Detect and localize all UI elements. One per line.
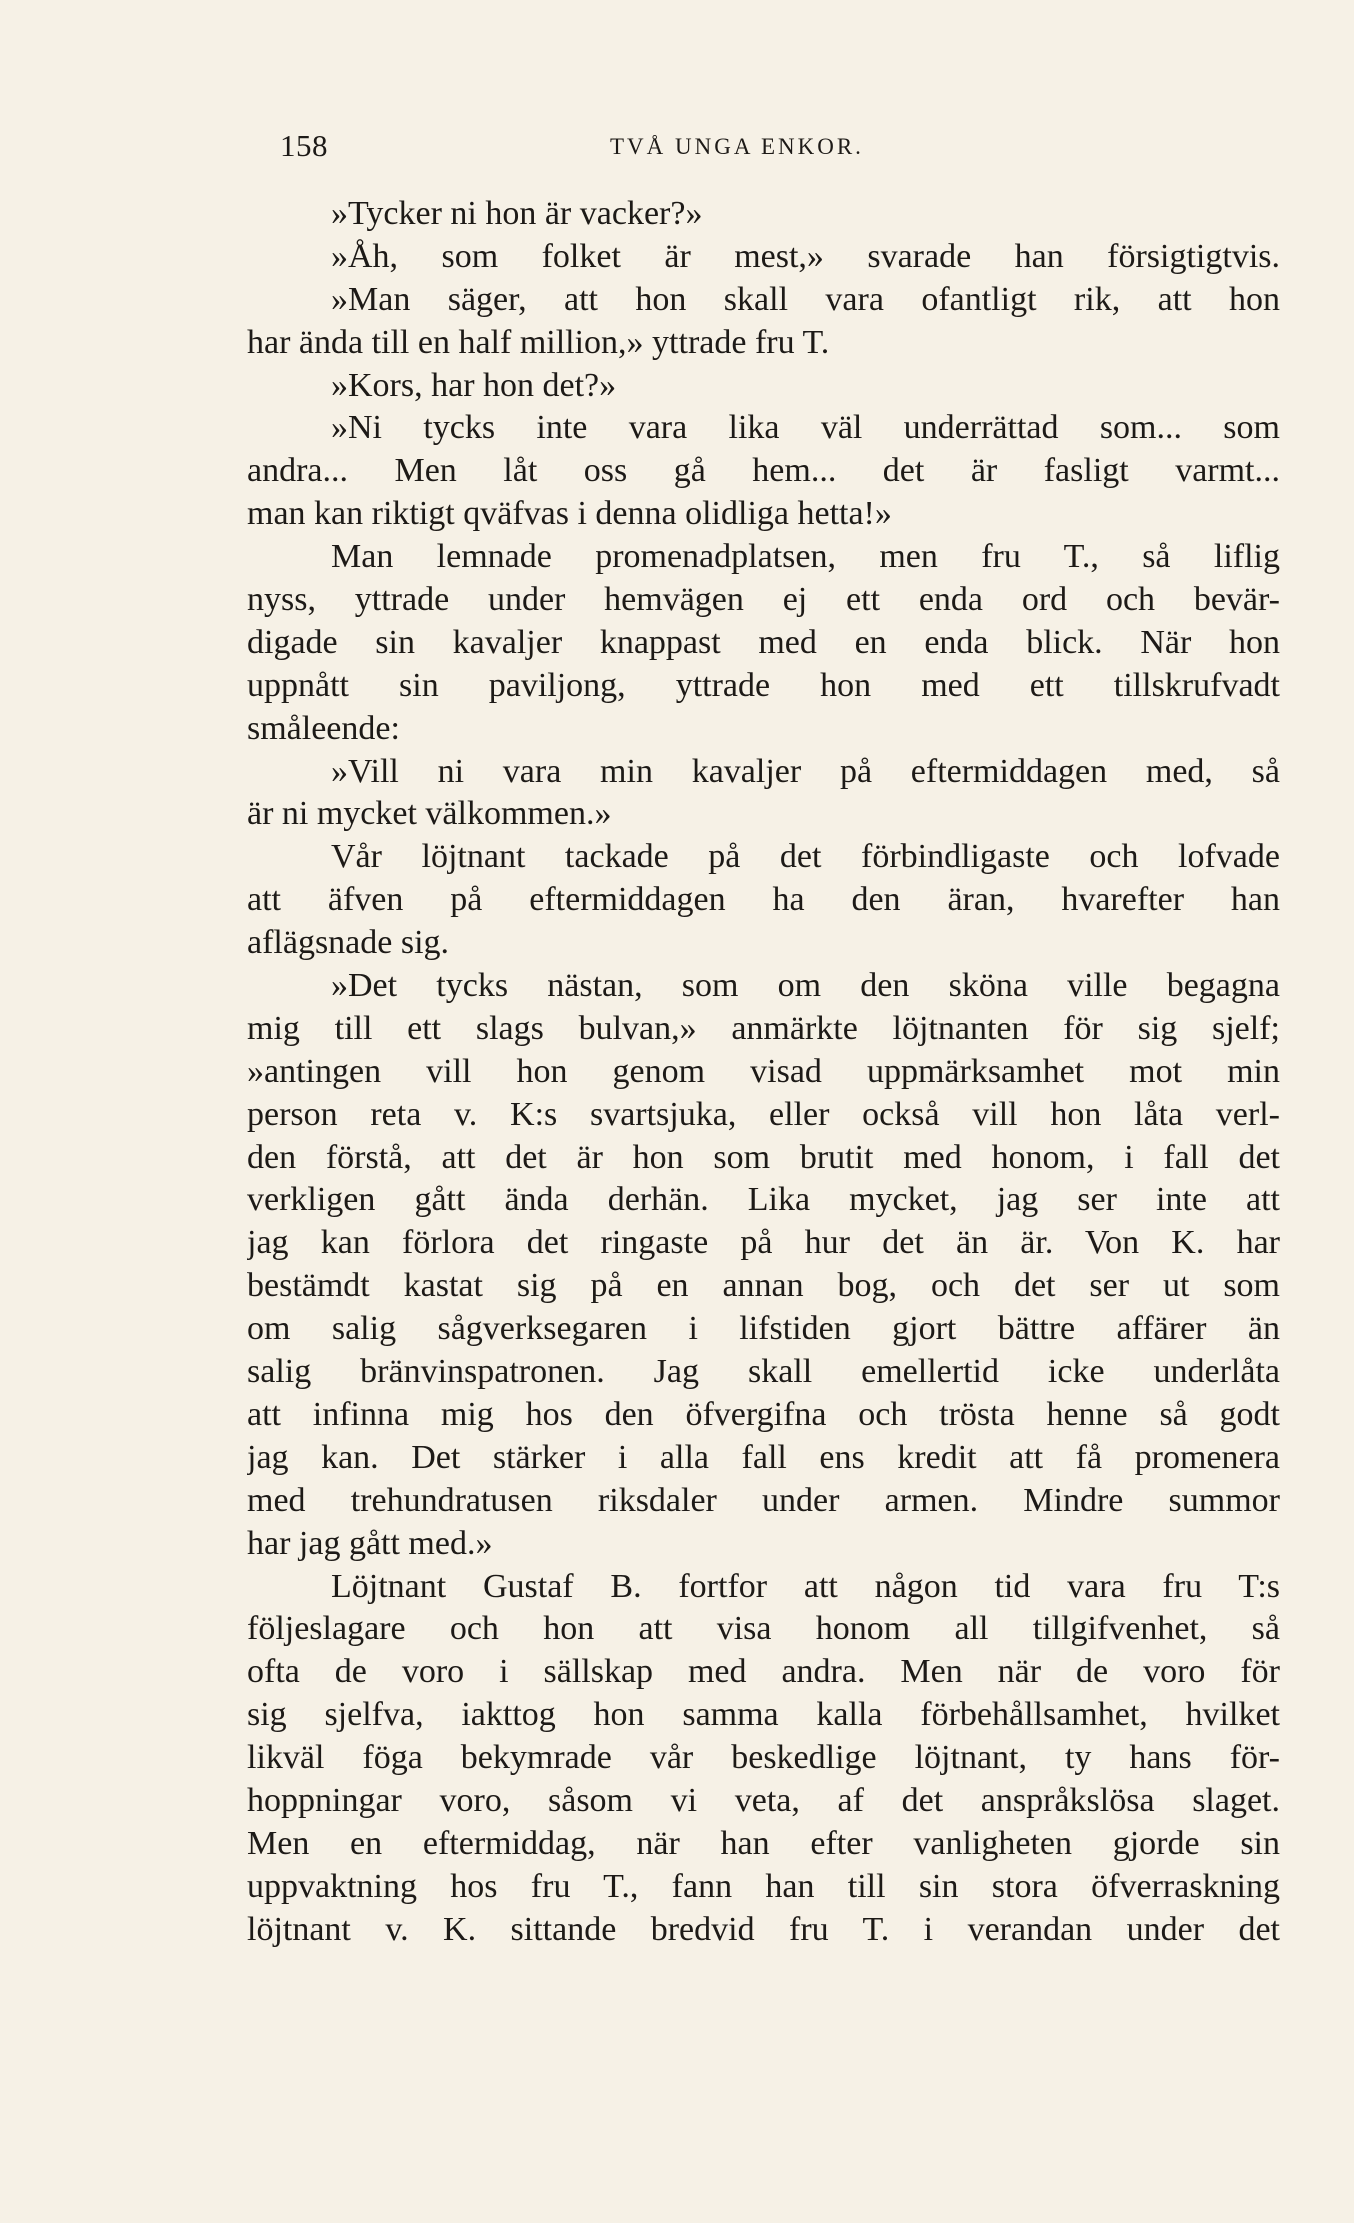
text-line: Man lemnade promenadplatsen, men fru T., så liflig (331, 538, 1280, 576)
text-line: att äfven på eftermiddagen ha den äran, hvarefter han (247, 881, 1280, 919)
text-line: nyss, yttrade under hemvägen ej ett enda ord och bevär- (247, 581, 1280, 619)
text-line: andra... Men låt oss gå hem... det är fasligt varmt... (247, 452, 1280, 490)
text-line: hoppningar voro, såsom vi veta, af det anspråkslösa slaget. (247, 1781, 1280, 1819)
text-line: jag kan förlora det ringaste på hur det än är. Von K. har (247, 1224, 1280, 1262)
running-head: TVÅ UNGA ENKOR. (610, 134, 864, 159)
text-line: aflägsnade sig. (247, 924, 450, 962)
text-line: att infinna mig hos den öfvergifna och trösta henne så godt (247, 1395, 1280, 1433)
text-line: »antingen vill hon genom visad uppmärksamhet mot min (247, 1052, 1280, 1090)
text-line: den förstå, att det är hon som brutit med honom, i fall det (247, 1138, 1280, 1176)
text-line: salig bränvinspatronen. Jag skall emellertid icke underlåta (247, 1353, 1280, 1391)
page-number: 158 (280, 128, 328, 163)
text-line: »Vill ni vara min kavaljer på eftermiddagen med, så (331, 752, 1280, 790)
text-line: har ända till en half million,» yttrade fru T. (247, 323, 830, 361)
text-line: uppvaktning hos fru T., fann han till sin stora öfverraskning (247, 1867, 1280, 1905)
text-line: är ni mycket välkommen.» (247, 795, 612, 833)
text-line: Löjtnant Gustaf B. fortfor att någon tid vara fru T:s (331, 1567, 1280, 1605)
text-line: har jag gått med.» (247, 1524, 493, 1562)
text-line: »Ni tycks inte vara lika väl underrättad som... som (331, 409, 1280, 447)
text-line: sig sjelfva, iakttog hon samma kalla förbehållsamhet, hvilket (247, 1696, 1280, 1734)
text-line: person reta v. K:s svartsjuka, eller också vill hon låta verl- (247, 1095, 1280, 1133)
text-line: löjtnant v. K. sittande bredvid fru T. i verandan under det (247, 1910, 1280, 1948)
text-line: följeslagare och hon att visa honom all tillgifvenhet, så (247, 1610, 1280, 1648)
text-line: verkligen gått ända derhän. Lika mycket, jag ser inte att (247, 1181, 1280, 1219)
page-header (280, 128, 1270, 168)
text-line: »Tycker ni hon är vacker?» (331, 195, 703, 232)
text-line: bestämdt kastat sig på en annan bog, och det ser ut som (247, 1267, 1280, 1305)
text-line: om salig sågverksegaren i lifstiden gjort bättre affärer än (247, 1310, 1280, 1348)
text-line: ofta de voro i sällskap med andra. Men när de voro för (247, 1653, 1280, 1691)
text-line: uppnått sin paviljong, yttrade hon med ett tillskrufvadt (247, 666, 1280, 704)
text-line: man kan riktigt qväfvas i denna olidliga hetta!» (247, 495, 892, 533)
text-line: mig till ett slags bulvan,» anmärkte löjtnanten för sig sjelf; (247, 1009, 1280, 1047)
body-text (247, 193, 1280, 1952)
text-line: Men en eftermiddag, när han efter vanligheten gjorde sin (247, 1824, 1280, 1862)
text-line: »Åh, som folket är mest,» svarade han försigtigtvis. (331, 237, 1280, 275)
text-line: jag kan. Det stärker i alla fall ens kredit att få promenera (247, 1438, 1280, 1476)
text-line: med trehundratusen riksdaler under armen. Mindre summor (247, 1481, 1280, 1519)
text-line: likväl föga bekymrade vår beskedlige löjtnant, ty hans för- (247, 1739, 1280, 1777)
text-line: »Man säger, att hon skall vara ofantligt rik, att hon (331, 280, 1280, 318)
text-line: »Kors, har hon det?» (331, 366, 617, 404)
text-line: Vår löjtnant tackade på det förbindligaste och lofvade (331, 838, 1280, 876)
text-line: småleende: (247, 709, 400, 747)
text-line: digade sin kavaljer knappast med en enda blick. När hon (247, 623, 1280, 661)
text-line: »Det tycks nästan, som om den sköna ville begagna (331, 967, 1280, 1005)
